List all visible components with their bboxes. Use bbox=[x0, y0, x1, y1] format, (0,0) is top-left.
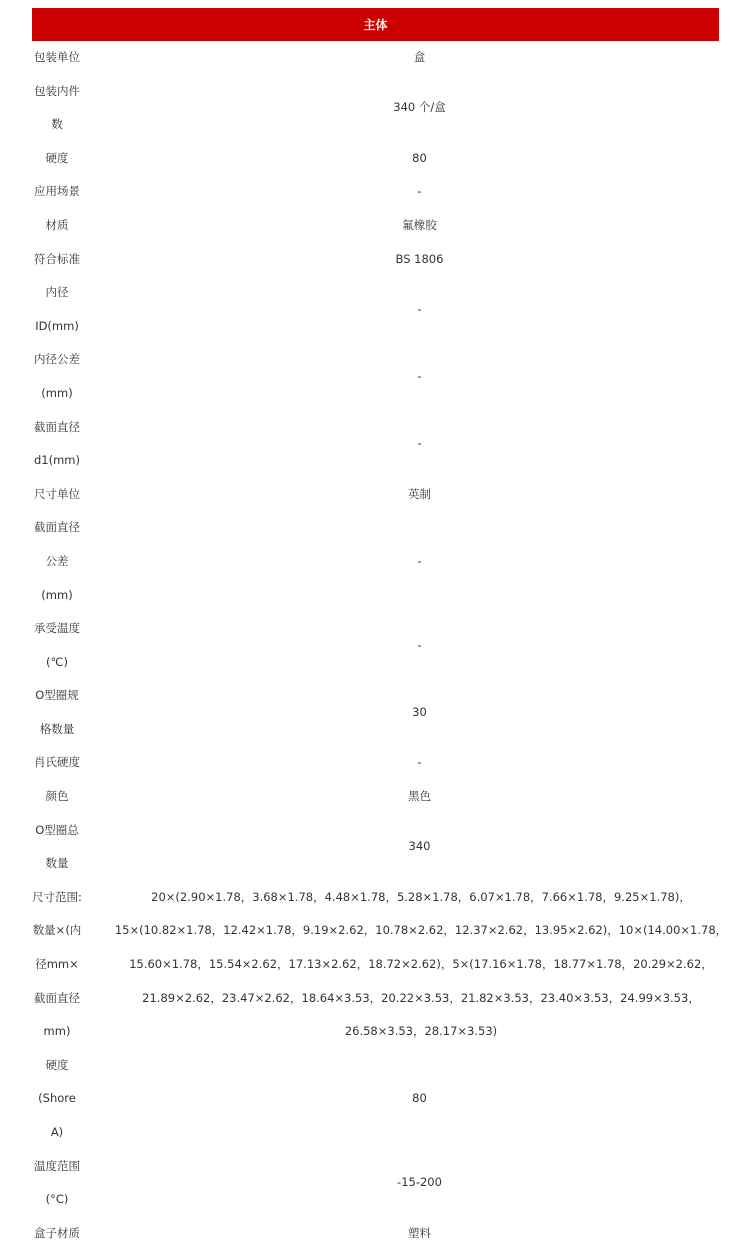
section-title: 主体 bbox=[363, 18, 388, 32]
section-header bbox=[32, 8, 719, 41]
row-value: 盒 bbox=[413, 50, 426, 64]
row-label: 截面直径d1(mm) bbox=[34, 419, 80, 468]
table-row bbox=[32, 175, 719, 209]
row-label: O型圈规格数量 bbox=[35, 688, 79, 736]
row-label: 符合标准 bbox=[34, 251, 80, 266]
row-label: 内径ID(mm) bbox=[35, 285, 79, 333]
row-value: - bbox=[417, 301, 422, 316]
table-row bbox=[32, 478, 719, 512]
row-label: 肖氏硬度 bbox=[34, 755, 80, 770]
table-row bbox=[32, 142, 719, 176]
row-value: - bbox=[417, 637, 422, 652]
row-label: 截面直径公差(mm) bbox=[34, 520, 80, 602]
row-label: 颜色 bbox=[45, 789, 69, 804]
table-row bbox=[32, 209, 719, 243]
table-row bbox=[32, 276, 719, 343]
row-value: 80 bbox=[412, 1091, 427, 1106]
table-row bbox=[32, 1049, 719, 1150]
table-row bbox=[32, 780, 719, 814]
row-value: 30 bbox=[412, 705, 427, 720]
spec-sheet bbox=[32, 8, 728, 1250]
table-row bbox=[32, 1217, 719, 1250]
row-label: 硬度 bbox=[45, 150, 69, 165]
table-row bbox=[32, 814, 719, 881]
row-value: - bbox=[417, 755, 422, 770]
row-label: 尺寸单位 bbox=[34, 486, 80, 501]
table-row bbox=[32, 511, 719, 612]
table-row bbox=[32, 41, 719, 75]
row-label: 包装内件数 bbox=[34, 83, 80, 132]
row-value: 80 bbox=[412, 150, 427, 165]
table-row bbox=[32, 746, 719, 780]
row-label: 材质 bbox=[45, 217, 69, 232]
row-value: 黑色 bbox=[408, 789, 431, 804]
row-label: 盒子材质 bbox=[34, 1225, 80, 1240]
table-row bbox=[32, 243, 719, 277]
row-value: 20×(2.90×1.78，3.68×1.78，4.48×1.78，5.28×1.78，6.07×1.78，7.66×1.78，9.25×1.78)，15×(10.82×1.78，12.42×1.78，9.19×2.62，10.78×2.62，12.37×2.62，13.95×2.62)，10×(14.00×1.78，15.60×1.78，15.54×2.62，17.13×2.62，18.72×2.62)，5×(17.16×1.78，18.77×1.78，20.29×2.62，21.89×2.62，23.47×2.62，18.64×3.53，20.22×3.53，21.82×3.53，23.40×3.53，24.99×3.53，26.58×3.53，28.17×3.53) bbox=[114, 889, 728, 1039]
row-value: -15-200 bbox=[397, 1175, 442, 1190]
row-label: 内径公差(mm) bbox=[34, 352, 80, 400]
row-value: 340 个/盒 bbox=[393, 100, 446, 115]
row-value: 塑料 bbox=[408, 1225, 431, 1240]
table-row bbox=[32, 75, 719, 142]
table-row bbox=[32, 343, 719, 410]
row-label: 尺寸范围:数量×(内径mm×截面直径mm) bbox=[32, 889, 82, 1039]
table-row bbox=[32, 411, 719, 478]
spec-table bbox=[32, 41, 728, 1250]
row-label: 应用场景 bbox=[34, 184, 80, 199]
row-label: 温度范围(°C) bbox=[34, 1158, 80, 1207]
table-row bbox=[32, 881, 719, 1049]
row-value: - bbox=[417, 436, 422, 451]
row-label: 承受温度(℃) bbox=[34, 621, 80, 669]
row-label: 硬度(Shore A) bbox=[38, 1057, 76, 1139]
row-value: 英制 bbox=[408, 486, 431, 501]
row-value: 氟橡胶 bbox=[402, 217, 437, 232]
row-value: BS 1806 bbox=[395, 251, 444, 266]
row-label: 包装单位 bbox=[34, 50, 80, 64]
row-value: - bbox=[417, 369, 422, 384]
table-row bbox=[32, 679, 719, 746]
table-row bbox=[32, 1150, 719, 1217]
table-row bbox=[32, 612, 719, 679]
row-value: - bbox=[417, 184, 422, 199]
row-label: O型圈总数量 bbox=[35, 822, 79, 871]
row-value: - bbox=[417, 553, 422, 568]
row-value: 340 bbox=[408, 839, 431, 854]
